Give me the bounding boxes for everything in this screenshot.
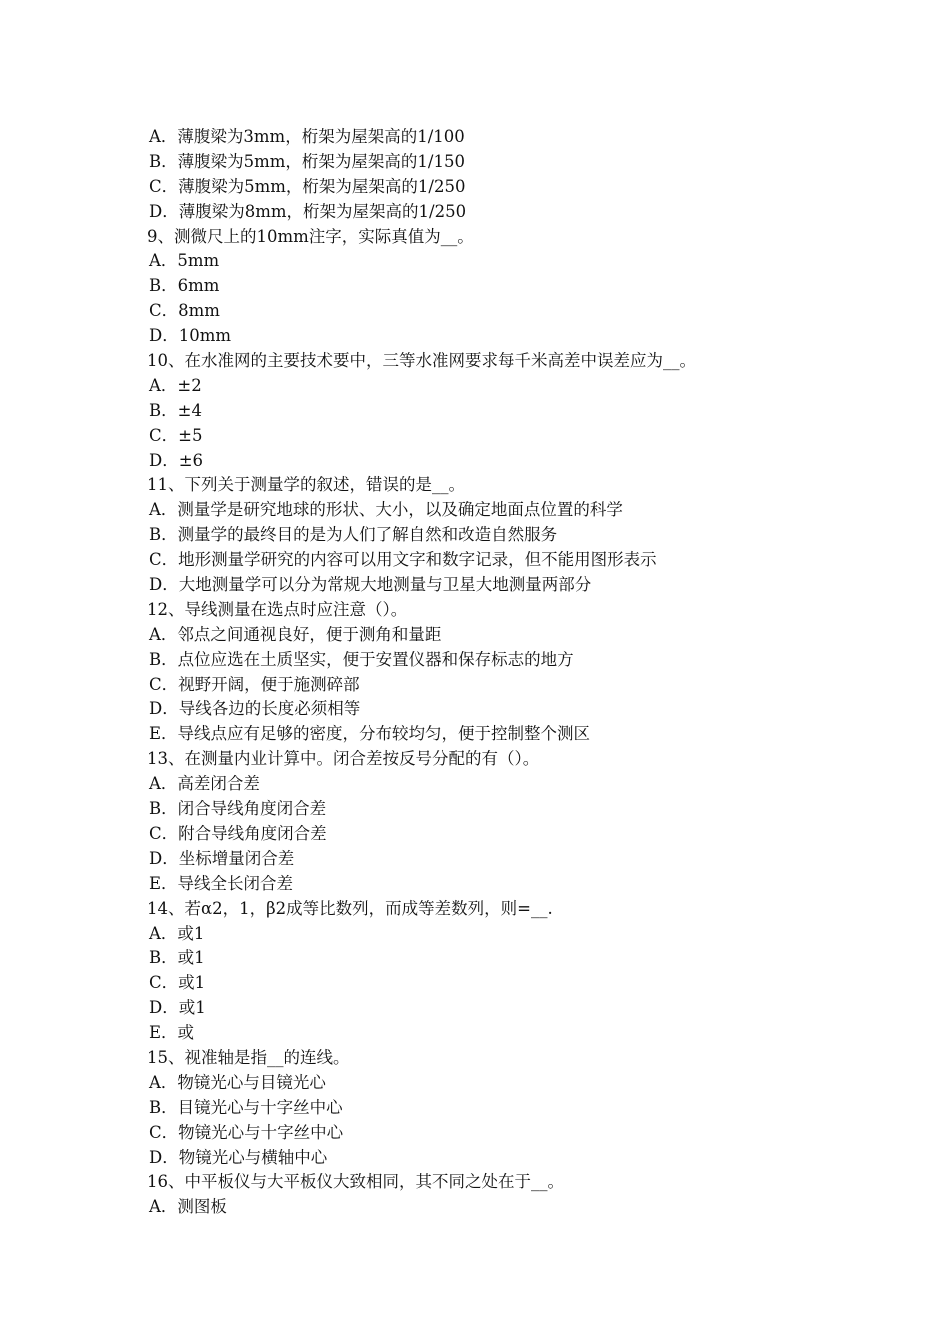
question-text: 12、导线测量在选点时应注意（）。 bbox=[147, 599, 408, 619]
question-text: 11、下列关于测量学的叙述，错误的是__。 bbox=[147, 475, 465, 495]
answer-option: B．闭合导线角度闭合差 bbox=[149, 799, 327, 819]
answer-option: E．或 bbox=[149, 1023, 195, 1043]
answer-option: C．物镜光心与十字丝中心 bbox=[149, 1122, 344, 1142]
answer-option: C．±5 bbox=[149, 425, 203, 445]
answer-option: B．点位应选在土质坚实，便于安置仪器和保存标志的地方 bbox=[149, 649, 574, 669]
answer-option: A．或1 bbox=[149, 923, 205, 943]
answer-option: D．薄腹梁为8mm，桁架为屋架高的1/250 bbox=[149, 201, 467, 221]
answer-option: B．±4 bbox=[149, 400, 202, 420]
answer-option: A．高差闭合差 bbox=[149, 774, 260, 794]
answer-option: E．导线全长闭合差 bbox=[149, 873, 294, 893]
answer-option: D．10mm bbox=[149, 326, 232, 346]
answer-option: E．导线点应有足够的密度，分布较均匀，便于控制整个测区 bbox=[149, 724, 591, 744]
answer-option: D．坐标增量闭合差 bbox=[149, 848, 295, 868]
answer-option: D．导线各边的长度必须相等 bbox=[149, 699, 361, 719]
answer-option: A．±2 bbox=[149, 375, 202, 395]
document-body bbox=[147, 125, 867, 1220]
question-text: 13、在测量内业计算中。闭合差按反号分配的有（）。 bbox=[147, 749, 540, 769]
answer-option: B．6mm bbox=[149, 276, 220, 296]
answer-option: C．薄腹梁为5mm，桁架为屋架高的1/250 bbox=[149, 176, 466, 196]
answer-option: A．测量学是研究地球的形状、大小，以及确定地面点位置的科学 bbox=[149, 500, 623, 520]
answer-option: C．视野开阔，便于施测碎部 bbox=[149, 674, 360, 694]
question-text: 14、若α2，1，β2成等比数列，而成等差数列，则=__. bbox=[147, 898, 553, 918]
answer-option: A．5mm bbox=[149, 251, 220, 271]
question-text: 10、在水准网的主要技术要中，三等水准网要求每千米高差中误差应为__。 bbox=[147, 351, 696, 371]
answer-option: D．或1 bbox=[149, 998, 206, 1018]
answer-option: B．目镜光心与十字丝中心 bbox=[149, 1097, 343, 1117]
answer-option: B．测量学的最终目的是为人们了解自然和改造自然服务 bbox=[149, 525, 558, 545]
answer-option: C．8mm bbox=[149, 301, 220, 321]
question-text: 15、视准轴是指__的连线。 bbox=[147, 1047, 350, 1067]
answer-option: D．物镜光心与横轴中心 bbox=[149, 1147, 328, 1167]
answer-option: D．大地测量学可以分为常规大地测量与卫星大地测量两部分 bbox=[149, 575, 592, 595]
answer-option: A．薄腹梁为3mm，桁架为屋架高的1/100 bbox=[149, 127, 465, 146]
answer-option: A．邻点之间通视良好，便于测角和量距 bbox=[149, 624, 442, 644]
answer-option: A．物镜光心与目镜光心 bbox=[149, 1072, 326, 1092]
question-text: 9、测微尺上的10mm注字，实际真值为__。 bbox=[147, 226, 474, 246]
answer-option: A．测图板 bbox=[149, 1197, 227, 1217]
question-text: 16、中平板仪与大平板仪大致相同，其不同之处在于__。 bbox=[147, 1172, 564, 1192]
answer-option: D．±6 bbox=[149, 450, 204, 470]
answer-option: C．或1 bbox=[149, 973, 206, 993]
answer-option: B．或1 bbox=[149, 948, 205, 968]
answer-option: C．地形测量学研究的内容可以用文字和数字记录，但不能用图形表示 bbox=[149, 550, 657, 570]
answer-option: B．薄腹梁为5mm，桁架为屋架高的1/150 bbox=[149, 151, 465, 171]
answer-option: C．附合导线角度闭合差 bbox=[149, 823, 327, 843]
